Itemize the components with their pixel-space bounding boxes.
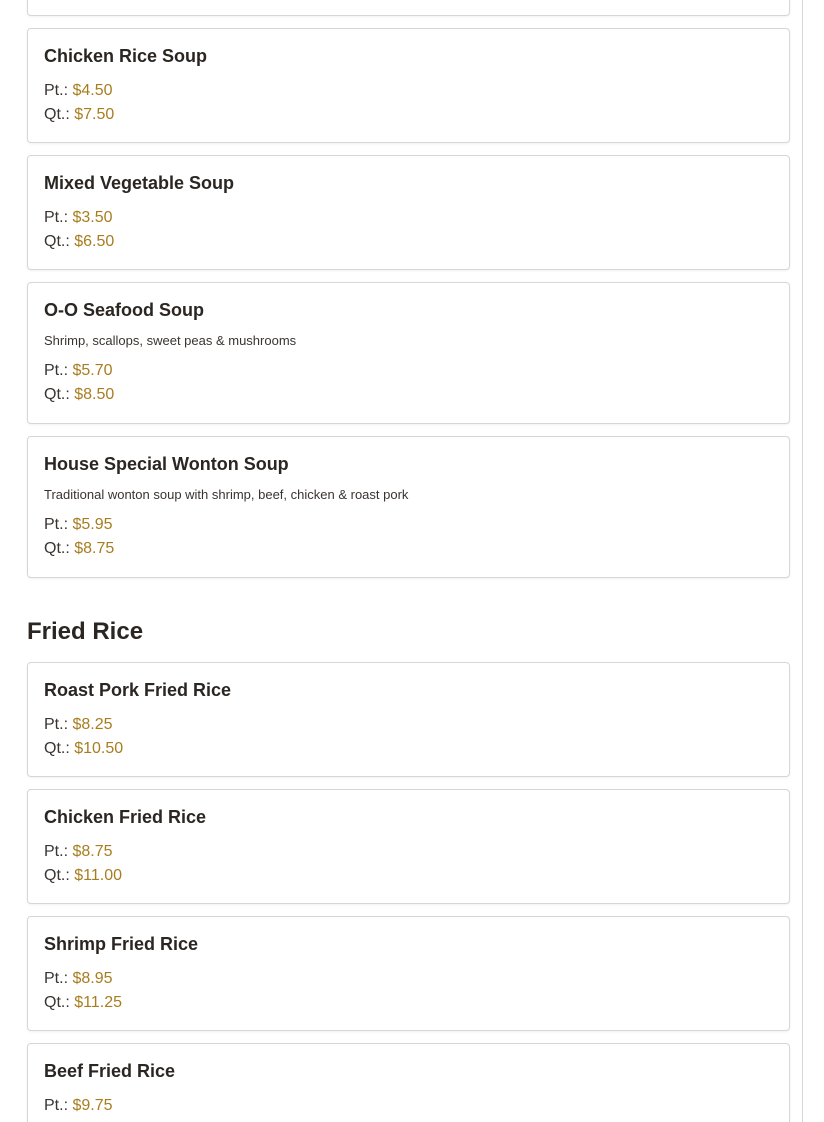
menu-item-name: O-O Seafood Soup (44, 300, 204, 320)
page-edge-rule (802, 0, 803, 1122)
price-block (44, 840, 773, 888)
quart-label: Qt.: (44, 740, 70, 757)
pint-price: $4.50 (72, 82, 113, 99)
pint-price-line (44, 967, 773, 991)
quart-price-line (44, 737, 773, 761)
section-heading-fried-rice: Fried Rice (27, 618, 144, 645)
quart-price: $10.50 (74, 740, 124, 757)
price-block (44, 513, 773, 561)
quart-price: $8.75 (74, 540, 115, 557)
pint-price-line (44, 1094, 773, 1118)
pint-price-line (44, 359, 773, 383)
menu-item-name: Mixed Vegetable Soup (44, 173, 235, 193)
menu-item-name: Chicken Rice Soup (44, 46, 208, 66)
quart-price-line (44, 383, 773, 407)
menu-item-name: Beef Fried Rice (44, 1061, 176, 1081)
menu-item-card[interactable] (27, 916, 790, 1031)
pint-price: $5.95 (72, 516, 113, 533)
quart-label: Qt.: (44, 867, 70, 884)
price-block (44, 206, 773, 254)
quart-price-line (44, 230, 773, 254)
menu-item-name: Chicken Fried Rice (44, 807, 207, 827)
price-block (44, 967, 773, 1015)
pint-price: $9.75 (72, 1097, 113, 1114)
quart-label: Qt.: (44, 386, 70, 403)
price-block (44, 713, 773, 761)
quart-label: Qt.: (44, 994, 70, 1011)
menu-item-name: House Special Wonton Soup (44, 454, 289, 474)
quart-price-line (44, 537, 773, 561)
quart-label: Qt.: (44, 106, 70, 123)
pint-label: Pt.: (44, 209, 69, 226)
pint-label: Pt.: (44, 716, 69, 733)
quart-price: $6.50 (74, 233, 115, 250)
pint-price-line (44, 840, 773, 864)
menu-item-card[interactable] (27, 28, 790, 143)
price-block (44, 1094, 773, 1118)
quart-price-line (44, 864, 773, 888)
pint-price-line (44, 713, 773, 737)
pint-label: Pt.: (44, 516, 69, 533)
pint-label: Pt.: (44, 82, 69, 99)
menu-item-name: Shrimp Fried Rice (44, 934, 199, 954)
quart-label: Qt.: (44, 233, 70, 250)
price-block (44, 79, 773, 127)
menu-item-description: Traditional wonton soup with shrimp, beef, chicken & roast pork (44, 487, 409, 502)
pint-price: $5.70 (72, 362, 113, 379)
pint-label: Pt.: (44, 1097, 69, 1114)
pint-price: $8.95 (72, 970, 113, 987)
quart-label: Qt.: (44, 540, 70, 557)
quart-price: $11.25 (74, 994, 122, 1011)
menu-item-card[interactable] (27, 1043, 790, 1122)
quart-price-line (44, 991, 773, 1015)
menu-item-card-partial[interactable] (27, 0, 790, 16)
menu-item-card[interactable] (27, 282, 790, 424)
quart-price-line (44, 103, 773, 127)
menu-item-card[interactable] (27, 662, 790, 777)
quart-price: $7.50 (74, 106, 115, 123)
pint-label: Pt.: (44, 362, 69, 379)
pint-label: Pt.: (44, 843, 69, 860)
price-block (44, 359, 773, 407)
pint-label: Pt.: (44, 970, 69, 987)
menu-item-card[interactable] (27, 436, 790, 578)
menu-item-description: Shrimp, scallops, sweet peas & mushrooms (44, 333, 297, 348)
quart-price: $8.50 (74, 386, 115, 403)
pint-price-line (44, 79, 773, 103)
pint-price: $3.50 (72, 209, 113, 226)
pint-price: $8.75 (72, 843, 113, 860)
quart-price: $11.00 (74, 867, 122, 884)
menu-item-card[interactable] (27, 155, 790, 270)
pint-price-line (44, 206, 773, 230)
pint-price: $8.25 (72, 716, 113, 733)
pint-price-line (44, 513, 773, 537)
menu-item-card[interactable] (27, 789, 790, 904)
menu-item-name: Roast Pork Fried Rice (44, 680, 232, 700)
